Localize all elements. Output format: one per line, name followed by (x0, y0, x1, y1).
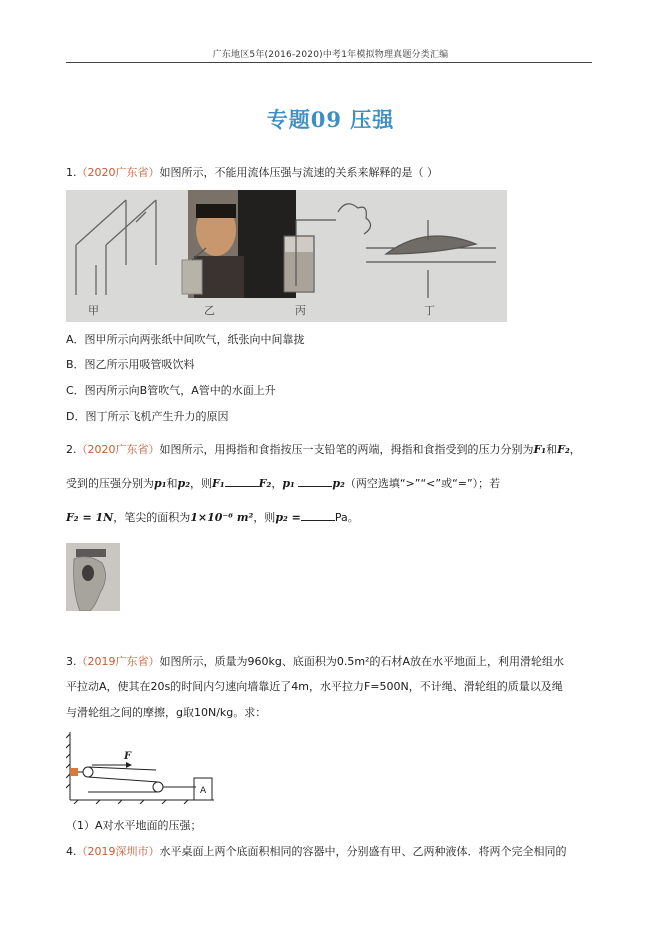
figure-label-jia: 甲 (88, 304, 99, 317)
answer-blank-1[interactable] (225, 476, 259, 487)
pencil-hand-photo (66, 543, 120, 611)
page-title: 专题09 压强 (266, 107, 395, 132)
option-c: C．图丙所示向B管吹气，A管中的水面上升 (66, 384, 276, 397)
question-source: （2019广东省） (76, 655, 160, 668)
block-label: A (200, 786, 207, 796)
option-d: D．图丁所示飞机产生升力的原因 (66, 410, 229, 423)
figure-panel-jia (76, 200, 156, 295)
question-1-figure (66, 190, 507, 322)
question-3-line-1: 3.（2019广东省）如图所示，质量为960kg、底面积为0.5m²的石材A放在水平地面上，利用滑轮组水 (66, 655, 564, 668)
question-text: 如图所示，不能用流体压强与流速的关系来解释的是（ ） (159, 166, 438, 179)
question-3-line-3: 与滑轮组之间的摩擦，g取10N/kg。求： (66, 706, 267, 719)
question-source: （2020广东省） (76, 166, 160, 179)
question-number: 3. (66, 655, 77, 668)
figure-panel-ding (366, 220, 496, 298)
question-number: 1. (66, 166, 77, 179)
question-number: 4. (66, 845, 77, 858)
option-a: A．图甲所示向两张纸中间吹气，纸张向中间靠拢 (66, 333, 305, 346)
figure-label-ding: 丁 (424, 304, 435, 317)
pulley-diagram (66, 730, 216, 804)
question-2-figure (66, 543, 120, 611)
figure-label-yi: 乙 (204, 304, 215, 317)
question-4-line-1: 4.（2019深圳市）水平桌面上两个底面积相同的容器中，分别盛有甲、乙两种液体．将两个完全相同的 (66, 845, 567, 858)
moving-pulley (153, 782, 163, 792)
question-source: （2019深圳市） (76, 845, 160, 858)
question-2-line-2: 受到的压强分别为p₁和p₂，则F₁ F₂，p₁ p₂（两空选填“>”“<”或“=”）；若 (66, 477, 501, 490)
question-1-stem (66, 165, 606, 181)
question-3-figure (66, 730, 216, 804)
question-3-sub-1: （1）A对水平地面的压强； (66, 819, 202, 832)
option-b: B．图乙所示用吸管吸饮料 (66, 358, 195, 371)
figure-panel-bing (284, 204, 371, 292)
question-1-figure-drawing (66, 190, 507, 322)
figure-label-bing: 丙 (295, 304, 306, 317)
header-divider (66, 62, 592, 63)
answer-blank-2[interactable] (298, 476, 332, 487)
fixed-pulley (83, 767, 93, 777)
question-number: 2. (66, 443, 77, 456)
symbol-f2: F₂ (557, 443, 570, 456)
question-2-line-1: 2.（2020广东省）如图所示，用拇指和食指按压一支铅笔的两端，拇指和食指受到的压力分别为F₁和F₂， (66, 443, 581, 456)
symbol-f1: F₁ (533, 443, 547, 456)
question-2-line-3: F₂ = 1N，笔尖的面积为1×10⁻⁶ m²，则p₂ = Pa。 (66, 511, 359, 524)
answer-blank-3[interactable] (301, 510, 335, 521)
question-source: （2020广东省） (76, 443, 160, 456)
running-header: 广东地区5年(2016-2020)中考1年模拟物理真题分类汇编 (212, 50, 449, 60)
force-label: F (124, 751, 132, 762)
question-3-line-2: 平拉动A，使其在20s的时间内匀速向墙靠近了4m，水平拉力F=500N，不计绳、滑轮组的质量以及绳 (66, 680, 563, 693)
